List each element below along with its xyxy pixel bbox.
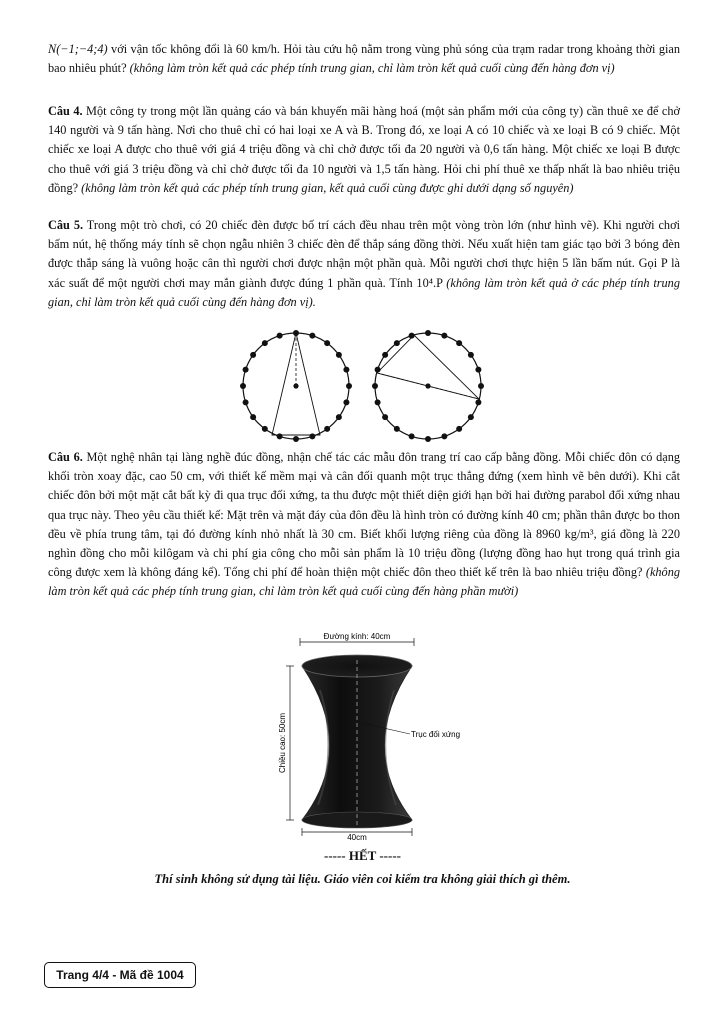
lamp-dot	[324, 426, 330, 432]
lamp-dot	[336, 352, 342, 358]
lamp-dot	[425, 330, 431, 336]
question-label: Câu 6.	[48, 450, 83, 464]
lamp-dot	[346, 383, 352, 389]
lamp-dot	[456, 426, 462, 432]
lamp-dot	[394, 340, 400, 346]
point-n: N(−1;−4;4)	[48, 42, 108, 56]
lamp-dot	[309, 433, 315, 439]
lamp-dot	[468, 414, 474, 420]
question-5: Câu 5. Trong một trò chơi, có 20 chiếc đèn được bố trí cách đều nhau trên một vòng tròn lớn (như hình vẽ). Khi người chơi bấm nút, hệ thống máy tính sẽ chọn ngẫu nhiên 3 chiếc đèn để thắp sáng đồng thời. Nếu xuất hiện tam giác tạo bởi 3 bóng đèn được thắp sáng là vuông hoặc cân thì người chơi được nhận một phần quà. Mỗi người chơi thực hiện 5 lần bấm nút. Gọi P là xác suất để một người chơi may mắn giành được đúng 1 phần quà. Tính 10⁴.P (không làm tròn kết quả ở các phép tính trung gian, chỉ làm tròn kết quả cuối cùng đến hàng đơn vị).	[48, 218, 680, 309]
lamp-dot	[277, 333, 283, 339]
lamp-dot	[277, 433, 283, 439]
question-label: Câu 5.	[48, 218, 84, 232]
top-diameter-label: Đường kính: 40cm	[323, 632, 391, 641]
lamp-dot	[425, 436, 431, 442]
lamp-dot	[343, 399, 349, 405]
lamp-dot	[475, 367, 481, 373]
lamp-dot	[475, 399, 481, 405]
lamp-dot	[250, 352, 256, 358]
lamp-dot	[478, 383, 484, 389]
lamp-dot	[262, 426, 268, 432]
lamp-dot	[324, 340, 330, 346]
lamp-dot	[441, 333, 447, 339]
end-note: Thí sinh không sử dụng tài liệu. Giáo viên coi kiểm tra không giải thích gì thêm.	[154, 872, 571, 886]
question-label: Câu 4.	[48, 104, 83, 118]
footer-label: Trang 4/4 - Mã đề 1004	[56, 968, 184, 982]
lamp-dot	[409, 433, 415, 439]
lamp-dot	[468, 352, 474, 358]
lamp-dot	[309, 333, 315, 339]
lamp-dot	[262, 340, 268, 346]
lamp-dot	[243, 399, 249, 405]
end-mark: ----- HẾT -----	[323, 848, 401, 863]
height-label: Chiều cao: 50cm	[278, 712, 287, 774]
lamp-dot	[343, 367, 349, 373]
lamp-dot	[243, 367, 249, 373]
circle-with-isosceles-triangle	[240, 330, 352, 442]
lamp-circle-figure	[236, 326, 488, 448]
circle-with-right-triangle	[372, 330, 484, 442]
lamp-dot	[382, 352, 388, 358]
question-4: Câu 4. Một công ty trong một lần quảng cáo và bán khuyến mãi hàng hoá (một sản phẩm mới của công ty) cần thuê xe để chở 140 người và 9 tấn hàng. Nơi cho thuê chỉ có hai loại xe A và B. Trong đó, xe loại A có 10 chiếc và xe loại B có 9 chiếc. Một chiếc xe loại A được cho thuê với giá 4 triệu đồng và chỉ chở được tối đa 20 người và 0,6 tấn hàng. Một chiếc xe loại B được cho thuê với giá 3 triệu đồng và chỉ chở được tối đa 10 người và 1,5 tấn hàng. Hỏi chi phí thuê xe thấp nhất là bao nhiêu triệu đồng? (không làm tròn kết quả các phép tính trung gian, kết quả cuối cùng được ghi dưới dạng số nguyên)	[48, 104, 680, 195]
lamp-dot	[293, 436, 299, 442]
lamp-dot	[456, 340, 462, 346]
lamp-dot	[240, 383, 246, 389]
page-footer	[44, 962, 196, 988]
lamp-dot	[336, 414, 342, 420]
lamp-dot	[394, 426, 400, 432]
question-6: Câu 6. Một nghệ nhân tại làng nghề đúc đồng, nhận chế tác các mẫu đôn trang trí cao cấp bằng đồng. Mỗi chiếc đôn có dạng khối tròn xoay đặc, cao 50 cm, với thiết kế mềm mại và cân đối quanh một trục thẳng đứng (xem hình vẽ bên dưới). Khi cắt chiếc đôn bởi một mặt cắt bất kỳ đi qua trục đối xứng, ta thu được một thiết diện giới hạn bởi hai đường parabol đối xứng nhau qua trục này. Theo yêu cầu thiết kế: Mặt trên và mặt đáy của đôn đều là hình tròn có đường kính 40 cm; phần thân được bo thon đều về phía trung tâm, tại đó đường kính nhỏ nhất là 30 cm. Biết khối lượng riêng của đồng là 8960 kg/m³, giá đồng là 220 nghìn đồng cho mỗi kilôgam và chi phí gia công cho mỗi sản phẩm là 10 triệu đồng (lượng đồng hao hụt trong quá trình gia công được xem là không đáng kể). Tổng chi phí để hoàn thiện một chiếc đôn theo thiết kế trên là bao nhiêu triệu đồng? (không làm tròn kết quả các phép tính trung gian, chỉ làm tròn kết quả cuối cùng đến hàng phần mười)	[48, 450, 680, 599]
question-3-continuation: N(−1;−4;4) với vận tốc không đổi là 60 km/h. Hỏi tàu cứu hộ nằm trong vùng phủ sóng của trạm radar trong khoảng thời gian bao nhiêu phút? (không làm tròn kết quả các phép tính trung gian, chỉ làm tròn kết quả cuối cùng đến hàng đơn vị)	[48, 42, 680, 76]
lamp-dot	[382, 414, 388, 420]
lamp-dot	[375, 399, 381, 405]
lamp-dot	[441, 433, 447, 439]
bottom-diameter-label: 40cm	[347, 833, 367, 840]
lamp-dot	[372, 383, 378, 389]
lamp-dot	[250, 414, 256, 420]
stool-top	[302, 655, 412, 677]
axis-label: Trục đối xứng	[411, 730, 461, 739]
bronze-stool-figure	[268, 630, 478, 840]
